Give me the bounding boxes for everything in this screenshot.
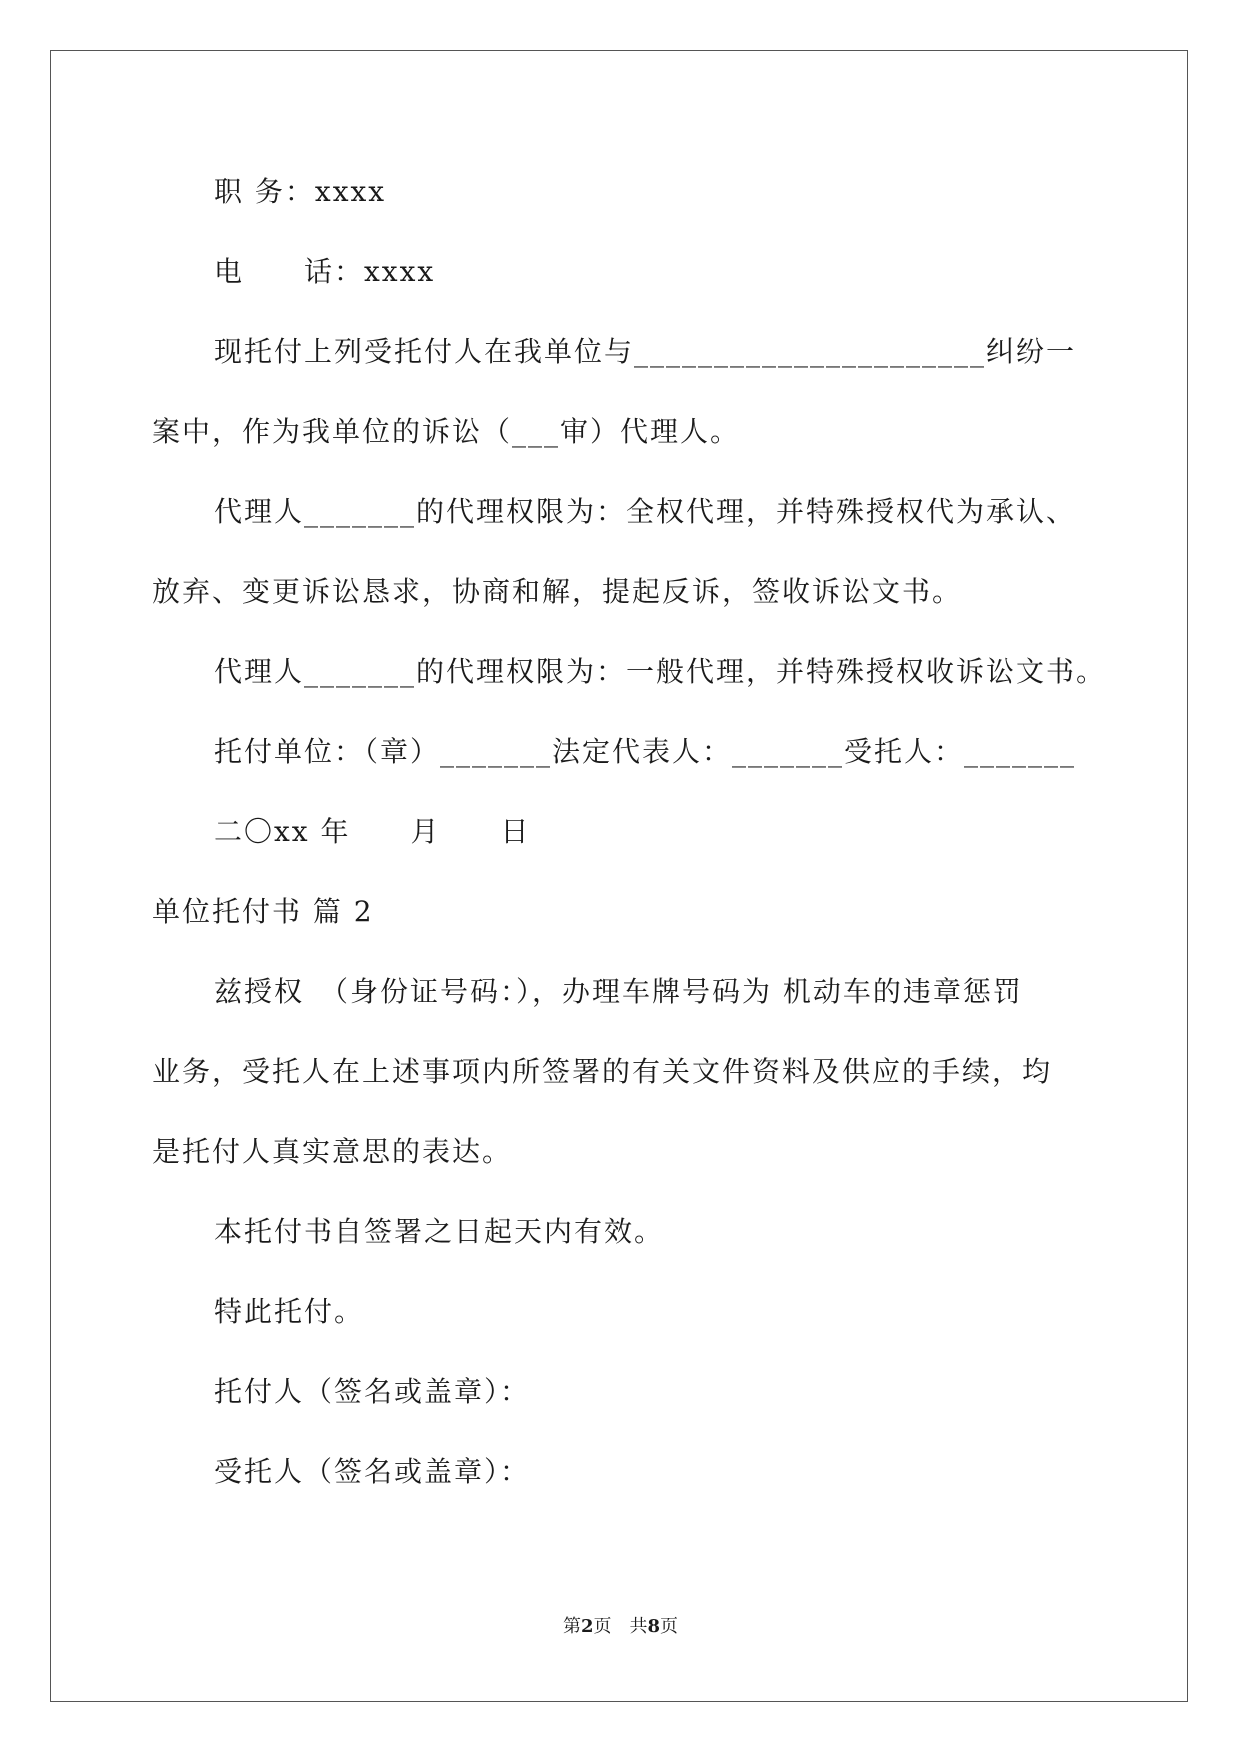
section-heading: 单位托付书 篇 2 — [152, 895, 374, 928]
paragraph-line: 兹授权 （身份证号码：），办理车牌号码为 机动车的违章惩罚 — [214, 975, 1023, 1008]
total-pages-number: 8 — [647, 1616, 661, 1637]
footer-mid: 页 共 — [593, 1616, 648, 1637]
agent-signature-line: 受托人（签名或盖章）： — [214, 1455, 531, 1488]
paragraph-line: 代理人_______的代理权限为：全权代理，并特殊授权代为承认、 — [214, 495, 1077, 528]
page-footer — [0, 1615, 1241, 1639]
paragraph-line: 本托付书自签署之日起天内有效。 — [214, 1215, 665, 1248]
paragraph-line: 业务，受托人在上述事项内所签署的有关文件资料及供应的手续，均 — [152, 1055, 1053, 1088]
paragraph-line: 代理人_______的代理权限为：一般代理，并特殊授权收诉讼文书。 — [214, 655, 1107, 688]
current-page-number: 2 — [580, 1616, 594, 1637]
phone-line: 电 话：xxxx — [214, 255, 436, 288]
paragraph-line: 是托付人真实意思的表达。 — [152, 1135, 513, 1168]
footer-suffix: 页 — [660, 1616, 679, 1637]
paragraph-line: 现托付上列受托付人在我单位与______________________纠纷一 — [214, 335, 1077, 368]
position-line: 职 务：xxxx — [214, 175, 387, 208]
paragraph-line: 特此托付。 — [214, 1295, 365, 1328]
signature-fields-line: 托付单位：（章）_______法定代表人：_______受托人：_______ — [214, 735, 1077, 768]
date-line: 二〇xx 年 月 日 — [214, 815, 531, 848]
footer-prefix: 第 — [562, 1616, 581, 1637]
principal-signature-line: 托付人（签名或盖章）： — [214, 1375, 531, 1408]
paragraph-line: 案中，作为我单位的诉讼（___审）代理人。 — [152, 415, 741, 448]
paragraph-line: 放弃、变更诉讼恳求，协商和解，提起反诉，签收诉讼文书。 — [152, 575, 963, 608]
